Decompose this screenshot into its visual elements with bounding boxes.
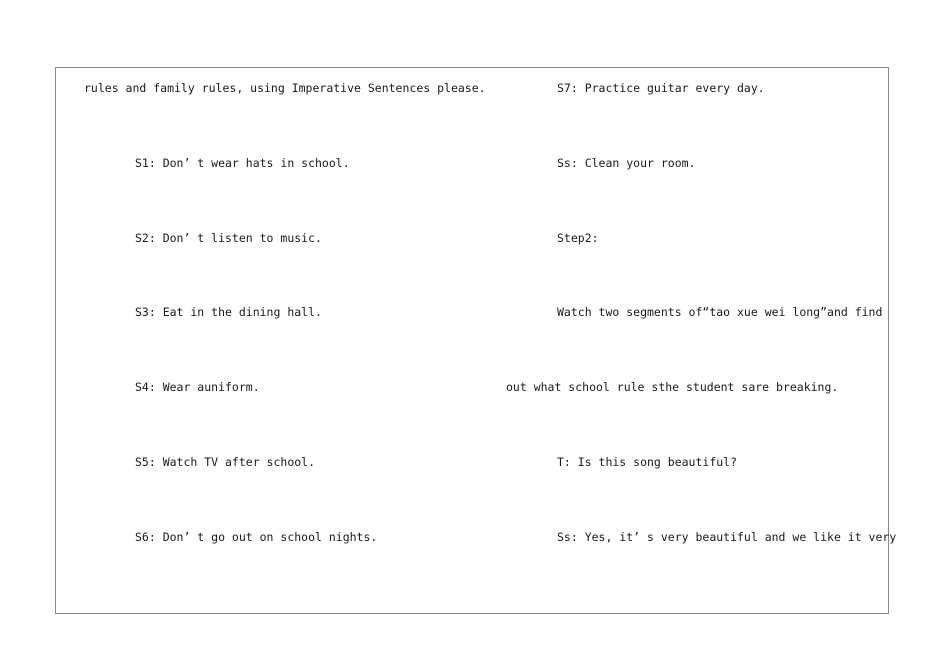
student-line-s3: S3: Eat in the dining hall. <box>135 305 322 319</box>
step-heading: Step2: <box>557 231 599 245</box>
teacher-question: T: Is this song beautiful? <box>557 455 738 469</box>
student-line-s6: S6: Don’ t go out on school nights. <box>135 530 378 544</box>
student-line-s2: S2: Don’ t listen to music. <box>135 231 322 245</box>
instruction-text: Watch two segments of“tao xue wei long”and find <box>557 305 883 319</box>
instruction-text-continued: out what school rule sthe student sare breaking. <box>506 380 839 394</box>
class-response-answer: Ss: Yes, it’ s very beautiful and we like it very <box>557 530 897 544</box>
class-response-clean: Ss: Clean your room. <box>557 156 696 170</box>
intro-text: rules and family rules, using Imperative Sentences please. <box>84 81 486 95</box>
student-line-s5: S5: Watch TV after school. <box>135 455 316 469</box>
student-line-s1: S1: Don’ t wear hats in school. <box>135 156 350 170</box>
student-line-s4: S4: Wear auniform. <box>135 380 260 394</box>
student-line-s7: S7: Practice guitar every day. <box>557 81 765 95</box>
